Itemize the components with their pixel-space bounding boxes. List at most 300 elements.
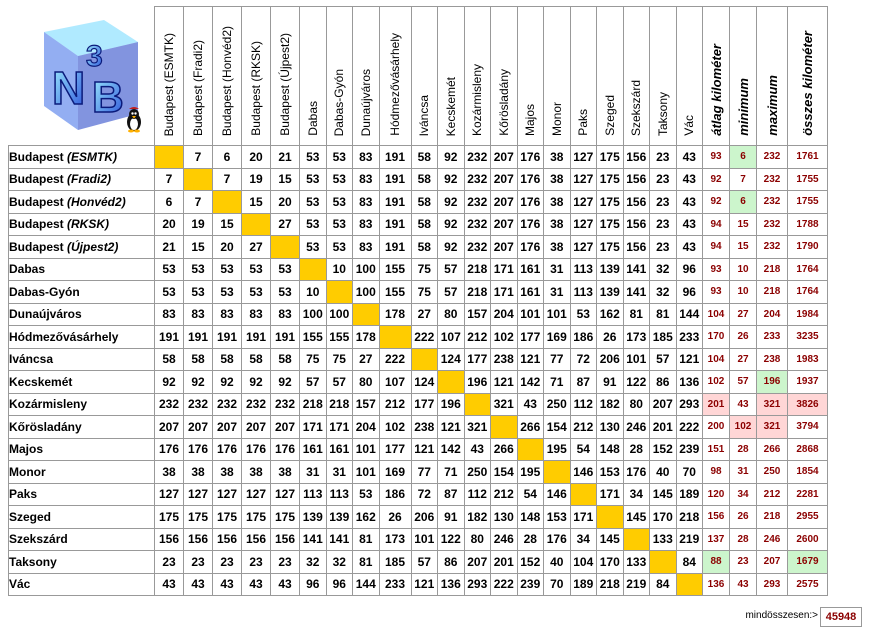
distance-cell: 38 — [544, 191, 571, 214]
row-header-team: (RKSK) — [67, 217, 110, 232]
distance-cell: 212 — [570, 416, 597, 439]
column-header — [353, 7, 380, 146]
total-km-cell: 3235 — [788, 326, 828, 349]
row-header-name: Paks — [9, 487, 38, 502]
row-header-name: Budapest — [9, 239, 68, 254]
distance-cell: 266 — [517, 416, 544, 439]
max-km-cell: 218 — [757, 506, 788, 529]
distance-cell: 191 — [379, 236, 411, 259]
row-header-name: Majos — [9, 442, 44, 457]
min-km-cell: 102 — [730, 416, 757, 439]
distance-cell: 43 — [676, 168, 703, 191]
distance-cell: 207 — [271, 416, 300, 439]
distance-cell: 15 — [242, 191, 271, 214]
distance-cell: 178 — [353, 326, 380, 349]
column-header-label: Szeged — [602, 95, 617, 136]
column-header — [213, 7, 242, 146]
average-km-cell: 104 — [703, 303, 730, 326]
distance-cell: 92 — [213, 371, 242, 394]
distance-cell: 101 — [353, 461, 380, 484]
max-km-cell: 212 — [757, 483, 788, 506]
distance-cell: 233 — [676, 326, 703, 349]
distance-cell: 58 — [411, 168, 438, 191]
distance-cell: 141 — [300, 528, 327, 551]
distance-cell: 122 — [623, 371, 650, 394]
diagonal-cell — [155, 146, 184, 169]
distance-cell: 232 — [464, 213, 491, 236]
distance-cell: 58 — [411, 191, 438, 214]
distance-cell: 81 — [353, 528, 380, 551]
distance-cell: 53 — [155, 258, 184, 281]
grand-total-value: 45948 — [820, 607, 862, 627]
distance-cell: 43 — [155, 573, 184, 596]
distance-cell: 182 — [464, 506, 491, 529]
distance-cell: 207 — [491, 146, 518, 169]
distance-cell: 157 — [353, 393, 380, 416]
min-km-cell: 28 — [730, 528, 757, 551]
distance-cell: 23 — [650, 191, 677, 214]
distance-cell: 23 — [271, 551, 300, 574]
row-header — [9, 551, 155, 574]
distance-cell: 222 — [379, 348, 411, 371]
distance-cell: 171 — [570, 506, 597, 529]
total-km-cell: 1755 — [788, 168, 828, 191]
column-header-label: Budapest (ESMTK) — [162, 32, 176, 136]
distance-cell: 162 — [597, 303, 624, 326]
distance-cell: 101 — [353, 438, 380, 461]
distance-cell: 218 — [464, 258, 491, 281]
distance-cell: 38 — [155, 461, 184, 484]
distance-cell: 19 — [184, 213, 213, 236]
distance-cell: 58 — [411, 236, 438, 259]
distance-cell: 207 — [491, 168, 518, 191]
distance-cell: 53 — [326, 168, 353, 191]
distance-cell: 58 — [271, 348, 300, 371]
grand-total-label: mindösszesen:> — [745, 610, 818, 621]
column-header — [517, 7, 544, 146]
distance-cell: 156 — [242, 528, 271, 551]
distance-cell: 23 — [650, 146, 677, 169]
row-header — [9, 326, 155, 349]
total-km-cell: 1788 — [788, 213, 828, 236]
distance-cell: 139 — [326, 506, 353, 529]
distance-cell: 154 — [544, 416, 571, 439]
distance-cell: 72 — [411, 483, 438, 506]
distance-cell: 178 — [379, 303, 411, 326]
distance-cell: 232 — [271, 393, 300, 416]
distance-cell: 191 — [271, 326, 300, 349]
max-km-cell: 232 — [757, 236, 788, 259]
distance-cell: 87 — [570, 371, 597, 394]
distance-cell: 34 — [623, 483, 650, 506]
distance-cell: 212 — [379, 393, 411, 416]
row-header-team: (ESMTK) — [67, 149, 118, 164]
row-header-name: Monor — [9, 464, 46, 479]
max-km-cell: 204 — [757, 303, 788, 326]
stat-header-label: maximum — [764, 75, 780, 136]
average-km-cell: 137 — [703, 528, 730, 551]
column-header — [184, 7, 213, 146]
distance-cell: 7 — [184, 146, 213, 169]
distance-cell: 212 — [491, 483, 518, 506]
row-header-name: Szekszárd — [9, 532, 68, 547]
column-header — [411, 7, 438, 146]
distance-cell: 38 — [271, 461, 300, 484]
distance-cell: 157 — [464, 303, 491, 326]
min-km-cell: 26 — [730, 506, 757, 529]
distance-cell: 27 — [411, 303, 438, 326]
average-km-cell: 120 — [703, 483, 730, 506]
column-header — [379, 7, 411, 146]
table-row — [9, 371, 828, 394]
table-row — [9, 348, 828, 371]
row-header — [9, 528, 155, 551]
distance-cell: 31 — [544, 258, 571, 281]
total-km-cell: 2955 — [788, 506, 828, 529]
distance-cell: 186 — [379, 483, 411, 506]
total-km-cell: 3794 — [788, 416, 828, 439]
distance-cell: 80 — [464, 528, 491, 551]
distance-cell: 23 — [213, 551, 242, 574]
distance-cell: 176 — [517, 191, 544, 214]
min-km-cell: 27 — [730, 303, 757, 326]
distance-cell: 6 — [155, 191, 184, 214]
distance-cell: 86 — [650, 371, 677, 394]
distance-cell: 189 — [570, 573, 597, 596]
distance-cell: 144 — [353, 573, 380, 596]
distance-cell: 293 — [676, 393, 703, 416]
average-km-cell: 156 — [703, 506, 730, 529]
diagonal-cell — [213, 191, 242, 214]
distance-cell: 321 — [464, 416, 491, 439]
max-km-cell: 266 — [757, 438, 788, 461]
row-header — [9, 213, 155, 236]
distance-cell: 218 — [300, 393, 327, 416]
column-header — [570, 7, 597, 146]
distance-cell: 15 — [184, 236, 213, 259]
distance-cell: 195 — [544, 438, 571, 461]
average-km-cell: 93 — [703, 146, 730, 169]
row-header-name: Kozármisleny — [9, 397, 88, 412]
diagonal-cell — [411, 348, 438, 371]
distance-cell: 177 — [379, 438, 411, 461]
distance-cell: 127 — [213, 483, 242, 506]
distance-cell: 191 — [242, 326, 271, 349]
distance-cell: 113 — [570, 281, 597, 304]
distance-cell: 175 — [597, 213, 624, 236]
distance-cell: 133 — [623, 551, 650, 574]
distance-cell: 38 — [242, 461, 271, 484]
max-km-cell: 321 — [757, 416, 788, 439]
distance-cell: 155 — [379, 258, 411, 281]
distance-cell: 176 — [184, 438, 213, 461]
max-km-cell: 250 — [757, 461, 788, 484]
distance-cell: 152 — [517, 551, 544, 574]
distance-cell: 186 — [570, 326, 597, 349]
distance-cell: 176 — [544, 528, 571, 551]
distance-cell: 23 — [155, 551, 184, 574]
distance-cell: 27 — [242, 236, 271, 259]
distance-cell: 101 — [623, 348, 650, 371]
distance-cell: 38 — [544, 146, 571, 169]
column-header-label: Budapest (RKSK) — [249, 41, 263, 136]
row-header-name: Kecskemét — [9, 374, 73, 389]
min-km-cell: 23 — [730, 551, 757, 574]
distance-cell: 81 — [623, 303, 650, 326]
distance-cell: 112 — [570, 393, 597, 416]
distance-cell: 232 — [464, 236, 491, 259]
distance-cell: 176 — [517, 146, 544, 169]
distance-cell: 92 — [438, 213, 465, 236]
distance-cell: 127 — [570, 236, 597, 259]
table-row — [9, 573, 828, 596]
distance-cell: 124 — [438, 348, 465, 371]
row-header-team: (Újpest2) — [67, 239, 119, 254]
distance-cell: 58 — [155, 348, 184, 371]
average-km-cell: 170 — [703, 326, 730, 349]
distance-cell: 6 — [213, 146, 242, 169]
min-km-cell: 6 — [730, 146, 757, 169]
column-header-label: Majos — [523, 103, 538, 136]
distance-cell: 232 — [464, 191, 491, 214]
distance-cell: 222 — [491, 573, 518, 596]
column-header — [676, 7, 703, 146]
distance-cell: 53 — [326, 146, 353, 169]
row-header — [9, 483, 155, 506]
diagonal-cell — [438, 371, 465, 394]
distance-cell: 152 — [650, 438, 677, 461]
max-km-cell: 232 — [757, 168, 788, 191]
distance-cell: 170 — [650, 506, 677, 529]
row-header — [9, 416, 155, 439]
distance-cell: 239 — [676, 438, 703, 461]
min-km-cell: 43 — [730, 393, 757, 416]
average-km-cell: 201 — [703, 393, 730, 416]
distance-cell: 218 — [464, 281, 491, 304]
distance-cell: 156 — [623, 213, 650, 236]
row-header-name: Szeged — [9, 509, 52, 524]
distance-cell: 206 — [411, 506, 438, 529]
diagonal-cell — [544, 461, 571, 484]
row-header-name: Budapest — [9, 194, 68, 209]
distance-cell: 57 — [326, 371, 353, 394]
distance-cell: 139 — [300, 506, 327, 529]
total-km-cell: 2281 — [788, 483, 828, 506]
distance-cell: 70 — [676, 461, 703, 484]
table-row — [9, 416, 828, 439]
total-km-cell: 1755 — [788, 191, 828, 214]
distance-cell: 43 — [676, 146, 703, 169]
distance-cell: 133 — [650, 528, 677, 551]
distance-cell: 293 — [464, 573, 491, 596]
table-row — [9, 303, 828, 326]
diagonal-cell — [491, 416, 518, 439]
average-km-cell: 88 — [703, 551, 730, 574]
min-km-cell: 26 — [730, 326, 757, 349]
stat-header — [703, 7, 730, 146]
distance-cell: 250 — [464, 461, 491, 484]
distance-cell: 53 — [271, 258, 300, 281]
distance-cell: 232 — [464, 168, 491, 191]
distance-cell: 91 — [597, 371, 624, 394]
distance-cell: 175 — [597, 146, 624, 169]
distance-cell: 185 — [650, 326, 677, 349]
diagonal-cell — [300, 258, 327, 281]
max-km-cell: 232 — [757, 191, 788, 214]
distance-cell: 246 — [491, 528, 518, 551]
distance-cell: 83 — [184, 303, 213, 326]
distance-cell: 156 — [271, 528, 300, 551]
min-km-cell: 43 — [730, 573, 757, 596]
max-km-cell: 232 — [757, 213, 788, 236]
total-km-cell: 1983 — [788, 348, 828, 371]
distance-cell: 207 — [155, 416, 184, 439]
distance-cell: 156 — [623, 191, 650, 214]
total-km-cell: 1764 — [788, 281, 828, 304]
distance-cell: 43 — [242, 573, 271, 596]
column-header — [491, 7, 518, 146]
min-km-cell: 10 — [730, 281, 757, 304]
distance-cell: 77 — [544, 348, 571, 371]
average-km-cell: 94 — [703, 236, 730, 259]
distance-cell: 107 — [379, 371, 411, 394]
total-km-cell: 1854 — [788, 461, 828, 484]
distance-cell: 191 — [184, 326, 213, 349]
column-header-label: Budapest (Újpest2) — [278, 33, 292, 136]
distance-cell: 23 — [650, 236, 677, 259]
column-header — [438, 7, 465, 146]
column-header-label: Budapest (Honvéd2) — [220, 25, 234, 136]
distance-cell: 80 — [623, 393, 650, 416]
distance-cell: 83 — [353, 191, 380, 214]
row-header — [9, 281, 155, 304]
distance-cell: 75 — [326, 348, 353, 371]
distance-cell: 53 — [242, 281, 271, 304]
distance-cell: 100 — [353, 281, 380, 304]
distance-cell: 176 — [155, 438, 184, 461]
distance-cell: 127 — [184, 483, 213, 506]
total-km-cell: 1761 — [788, 146, 828, 169]
average-km-cell: 102 — [703, 371, 730, 394]
distance-cell: 156 — [623, 146, 650, 169]
distance-cell: 233 — [379, 573, 411, 596]
distance-cell: 100 — [326, 303, 353, 326]
distance-cell: 176 — [242, 438, 271, 461]
distance-cell: 141 — [623, 281, 650, 304]
stat-header-label: átlag kilométer — [708, 44, 724, 136]
distance-cell: 15 — [271, 168, 300, 191]
diagonal-cell — [650, 551, 677, 574]
distance-cell: 212 — [464, 326, 491, 349]
distance-cell: 175 — [597, 236, 624, 259]
average-km-cell: 92 — [703, 191, 730, 214]
distance-cell: 53 — [326, 236, 353, 259]
max-km-cell: 293 — [757, 573, 788, 596]
stat-header-label: összes kilométer — [800, 31, 815, 136]
total-km-cell: 1679 — [788, 551, 828, 574]
distance-cell: 80 — [438, 303, 465, 326]
distance-cell: 171 — [491, 281, 518, 304]
distance-cell: 141 — [326, 528, 353, 551]
distance-cell: 207 — [491, 191, 518, 214]
max-km-cell: 196 — [757, 371, 788, 394]
row-header-name: Taksony — [9, 554, 57, 569]
distance-cell: 169 — [379, 461, 411, 484]
distance-cell: 146 — [570, 461, 597, 484]
average-km-cell: 93 — [703, 258, 730, 281]
distance-cell: 175 — [597, 168, 624, 191]
distance-cell: 75 — [411, 258, 438, 281]
distance-cell: 238 — [491, 348, 518, 371]
distance-cell: 58 — [184, 348, 213, 371]
total-km-cell: 1790 — [788, 236, 828, 259]
distance-cell: 53 — [570, 303, 597, 326]
stat-header — [730, 7, 757, 146]
column-header — [326, 7, 353, 146]
distance-cell: 139 — [597, 281, 624, 304]
distance-cell: 83 — [353, 168, 380, 191]
distance-cell: 321 — [491, 393, 518, 416]
distance-cell: 145 — [623, 506, 650, 529]
distance-cell: 173 — [379, 528, 411, 551]
min-km-cell: 15 — [730, 236, 757, 259]
row-header — [9, 168, 155, 191]
average-km-cell: 200 — [703, 416, 730, 439]
distance-cell: 121 — [411, 573, 438, 596]
max-km-cell: 321 — [757, 393, 788, 416]
column-header-label: Kőrösladány — [496, 69, 511, 136]
distance-cell: 32 — [300, 551, 327, 574]
distance-cell: 175 — [271, 506, 300, 529]
row-header — [9, 236, 155, 259]
distance-cell: 191 — [155, 326, 184, 349]
distance-cell: 113 — [570, 258, 597, 281]
column-header-label: Dunaújváros — [358, 68, 373, 136]
distance-cell: 23 — [650, 213, 677, 236]
column-header-label: Vác — [682, 115, 697, 136]
distance-cell: 201 — [491, 551, 518, 574]
distance-cell: 92 — [438, 191, 465, 214]
distance-cell: 43 — [184, 573, 213, 596]
row-header — [9, 461, 155, 484]
distance-cell: 218 — [597, 573, 624, 596]
total-km-cell: 1764 — [788, 258, 828, 281]
column-header-label: Hódmezővásárhely — [388, 33, 402, 136]
distance-cell: 83 — [353, 146, 380, 169]
distance-cell: 161 — [517, 281, 544, 304]
min-km-cell: 34 — [730, 483, 757, 506]
row-header-name: Kőrösladány — [9, 419, 82, 434]
grand-total — [736, 606, 866, 626]
distance-cell: 191 — [213, 326, 242, 349]
distance-cell: 57 — [411, 551, 438, 574]
distance-cell: 96 — [676, 258, 703, 281]
distance-cell: 107 — [438, 326, 465, 349]
distance-cell: 207 — [650, 393, 677, 416]
diagonal-cell — [570, 483, 597, 506]
row-header-name: Budapest — [9, 217, 68, 232]
distance-cell: 171 — [326, 416, 353, 439]
distance-cell: 53 — [300, 168, 327, 191]
distance-cell: 31 — [326, 461, 353, 484]
logo-letter-b: B — [92, 73, 124, 122]
distance-cell: 53 — [184, 258, 213, 281]
distance-cell: 155 — [300, 326, 327, 349]
table-row — [9, 393, 828, 416]
distance-cell: 20 — [155, 213, 184, 236]
distance-cell: 57 — [438, 258, 465, 281]
distance-cell: 83 — [353, 213, 380, 236]
